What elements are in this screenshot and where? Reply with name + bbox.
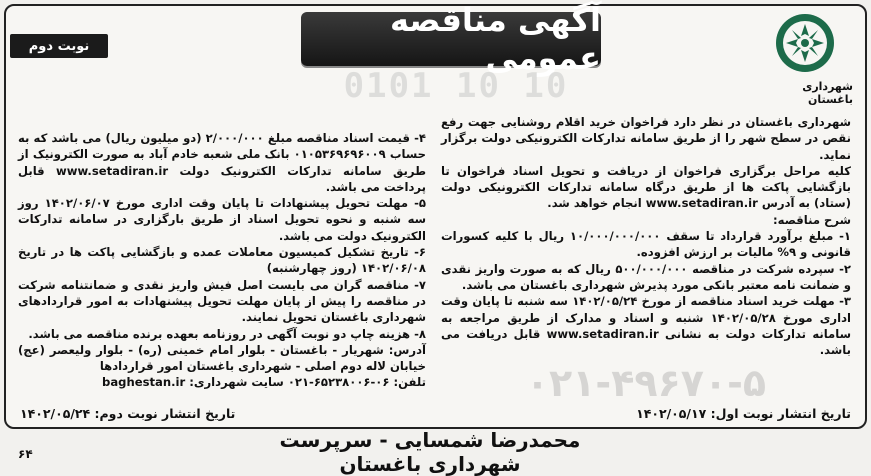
edition-badge: نوبت دوم xyxy=(10,34,108,58)
process-paragraph: کلیه مراحل برگزاری فراخوان از دریافت و تحویل اسناد فراخوان تا بازگشایی پاکت ها از طریق درگاه سامانه تدارکات الکترونیکی دولت (ستاد) به آدرس www.setadiran.ir انجام خواهد شد. xyxy=(441,163,851,211)
baghestan-emblem-icon xyxy=(774,12,836,74)
item-4: ۴- قیمت اسناد مناقصه مبلغ ۲/۰۰۰/۰۰۰ (دو میلیون ریال) می باشد که به حساب ۰۱۰۵۳۶۹۶۹۶۰۰۹ بانک ملی شعبه خادم آباد به صورت الکترونیک از طریق سامانه تدارکات الکترونیک دولت www.setadiran.ir قابل پرداخت می باشد. xyxy=(18,131,426,194)
notice-title: آگهی مناقصه عمومی xyxy=(301,12,601,66)
municipality-logo xyxy=(757,12,853,116)
item-1: ۱- مبلغ برآورد قرارداد تا سقف ۱۰/۰۰۰/۰۰۰/۰۰۰ ریال با کلیه کسورات قانونی و ۹% مالیات بر ارزش افزوده. xyxy=(441,229,851,260)
left-column xyxy=(18,130,426,391)
item-3: ۳- مهلت خرید اسناد مناقصه از مورخ ۱۴۰۲/۰۵/۲۴ سه شنبه تا پایان وقت اداری مورخ ۱۴۰۲/۰۵/۲۸ شنبه و اسناد و مدارک از طریق مراجعه به سامانه تدارکات دولت به نشانی www.setadiran.ir قابل دریافت می باشد. xyxy=(441,294,851,358)
right-column xyxy=(441,114,851,358)
page-number: ۶۴ xyxy=(18,447,33,461)
item-6: ۶- تاریخ تشکیل کمیسیون معاملات عمده و بازگشایی پاکت ها در تاریخ ۱۴۰۲/۰۶/۰۸ (روز چهارشنبه) xyxy=(18,245,426,276)
address-line: آدرس: شهریار - باغستان - بلوار امام خمینی (ره) - بلوار ولیعصر (عج) خیابان لاله دوم اصلی - شهرداری باغستان امور قراردادها xyxy=(18,342,426,374)
contact-line: تلفن: ۰۶-۶۵۲۳۸۰۰۶-۰۲۱ سایت شهرداری: baghestan.ir xyxy=(102,375,426,390)
item-2: ۲- سپرده شرکت در مناقصه ۵۰۰/۰۰۰/۰۰۰ ریال که به صورت واریز نقدی و ضمانت نامه معتبر بانکی مورد پذیرش شهرداری باغستان می باشد. xyxy=(441,261,851,292)
item-7: ۷- مناقصه گران می بایست اصل فیش واریز نقدی و ضمانتنامه شرکت در مناقصه را پیش از پایان مهلت تحویل پیشنهادات به امور قراردادهای شهرداری باغستان تحویل نمایند. xyxy=(18,277,426,325)
notice-header xyxy=(6,1,865,106)
item-8: ۸- هزینه چاپ دو نوبت آگهی در روزنامه بعهده برنده مناقصه می باشد. xyxy=(28,326,426,341)
second-publish-date: تاریخ انتشار نوبت دوم: ۱۴۰۲/۰۵/۲۴ xyxy=(20,406,236,421)
item-5: ۵- مهلت تحویل پیشنهادات تا پایان وقت اداری مورخ ۱۴۰۲/۰۶/۰۷ روز سه شنبه و نحوه تحویل اسناد از طریق بارگزاری در سامانه تدارکات الکترونیک دولت می باشد. xyxy=(18,196,426,243)
section-heading: شرح مناقصه: xyxy=(773,212,851,227)
watermark-text: 0101 10 10 xyxy=(343,66,569,106)
signature-line: محمدرضا شمسایی - سرپرست شهرداری باغستان xyxy=(279,428,581,476)
notice-frame xyxy=(4,1,867,429)
intro-paragraph: شهرداری باغستان در نظر دارد فراخوان خرید اقلام روشنایی جهت رفع نقص در سطح شهر را از طریق سامانه تدارکات الکترونیکی دولت برگزار نماید. xyxy=(441,115,851,162)
first-publish-date: تاریخ انتشار نوبت اول: ۱۴۰۲/۰۵/۱۷ xyxy=(636,406,851,421)
logo-caption: شهرداری باغستان xyxy=(802,80,853,106)
phone-watermark: ۰۲۱-۴۹۶۷۰-۵ xyxy=(525,361,767,405)
